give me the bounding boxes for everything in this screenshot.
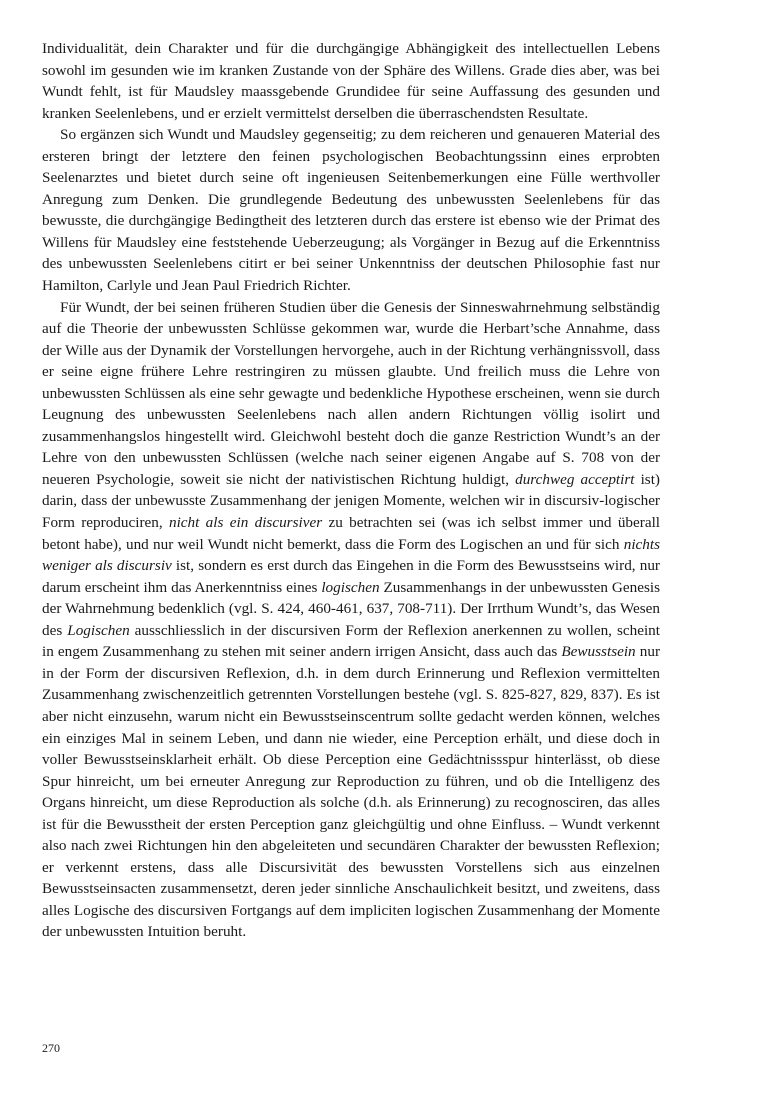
emphasis-bewusstsein: Bewusstsein <box>561 643 636 661</box>
emphasis-durchweg-acceptirt: durchweg acceptirt <box>515 470 635 488</box>
emphasis-logischen-noun: Logischen <box>67 621 130 639</box>
paragraph-2 <box>42 124 660 296</box>
paragraph-1-text: Individualität, dein Charakter und für die durchgängige Abhängigkeit des intellectuellen Lebens sowohl im gesunden wie im kranken Zustande von der Sphäre des Willens. Grade dies aber, was bei Wundt fehlt, ist für Maudsley maassgebende Grundidee für seine Auffassung des gesunden und kranken Seelenlebens, und er erzielt vermittelst derselben die überraschendsten Resultate. <box>42 40 660 122</box>
paragraph-3-text: ist, sondern es erst durch das Eingehen in die Form des Bewusstseins wird, nur darum erscheint ihm das Anerkenntniss eines <box>42 557 660 596</box>
emphasis-logischen: logischen <box>321 578 380 596</box>
paragraph-3-text: zu betrachten sei (was ich selbst immer und überall betont habe), und nur weil Wundt nicht bemerkt, dass die Form des Logischen an und für sich <box>42 514 661 553</box>
paragraph-3-text: nur in der Form der discursiven Reflexion, d.h. in dem durch Erinnerung und Reflexion vermittelten Zusammenhang zwischenzeitlich getrennten Vorstellungen bestehe (vgl. S. 825-827, 829, 837). Es ist aber nicht einzusehn, warum nicht ein Bewusstseinscentrum sollte gedacht werden können, welches ein einziges Mal in seinem Leben, und dann nie wieder, eine Perception erhält, und diese doch in voller Bewusstseinsklarheit erhält. Ob diese Perception eine Gedächtnissspur hinterlässt, ob diese Spur hinreicht, um bei erneuter Anregung zur Reproduction zu führen, und ob die Intelligenz des Organs hinreicht, um diese Reproduction als solche (d.h. als Erinnerung) zu recognosciren, das alles ist für die Bewusstheit der ersten Perception ganz gleichgültig und ohne Einfluss. – Wundt verkennt also nach zwei Richtungen hin den abgeleiteten und secundären Charakter der bewussten Reflexion; er verkennt erstens, dass alle Discursivität des bewussten Vorstellens sich aus einzelnen Bewusstseinsacten zusammensetzt, deren jeder sinnliche Anschaulichkeit besitzt, und zweitens, dass alles Logische des discursiven Fortgangs auf dem impliciten logischen Zusammenhang der Momente der unbewussten Intuition beruht. <box>42 643 661 941</box>
page-number: 270 <box>42 1041 60 1055</box>
body-text <box>42 38 660 943</box>
emphasis-nicht-als-ein-discursiver: nicht als ein discursiver <box>168 514 323 532</box>
paragraph-2-text: So ergänzen sich Wundt und Maudsley gegenseitig; zu dem reicheren und genaueren Material des ersteren bringt der letztere den feinen psychologischen Beobachtungssinn eines erprobten Seelenarztes und bietet durch seine oft ingenieusen Seitenbemerkungen eine Fülle werthvoller Anregung zum Denken. Die grundlegende Bedeutung des unbewussten Seelenlebens für das bewusste, die durchgängige Bedingtheit des letzteren durch das erstere ist ebenso wie der Primat des Willens für Maudsley eine feststehende Ueberzeugung; als Vorgänger in Bezug auf die Erkenntniss des unbewussten Seelenlebens citirt er bei seiner Unkenntniss der deutschen Philosophie fast nur Hamilton, Carlyle und Jean Paul Friedrich Richter. <box>42 126 660 295</box>
paragraph-3-text: Zusammenhangs in der unbewussten Genesis der Wahrnehmung bedenklich (vgl. S. 424, 460-461, 637, 708-711). Der Irrthum Wundt’s, das Wesen des <box>42 578 660 639</box>
paragraph-3-text: Für Wundt, der bei seinen früheren Studien über die Genesis der Sinneswahrnehmung selbständig auf die Theorie der unbewussten Schlüsse gekommen war, wurde die Herbart’sche Annahme, dass der Wille aus der Dynamik der Vorstellungen hervorgehe, auch in der Richtung verhängnissvoll, dass er seine eigne frühere Lehre restringiren zu müssen glaubte. Und freilich muss die Lehre von unbewussten Schlüssen als eine sehr gewagte und bedenkliche Hypothese erscheinen, wenn sie durch Leugnung des unbewussten Seelenlebens nach allen andern Richtungen völlig isolirt und zusammenhangslos hingestellt wird. Gleichwohl besteht doch die ganze Restriction Wundt’s an der Lehre von den unbewussten Schlüssen (welche nach seiner eigenen Angabe auf S. 708 von der neueren Psychologie, soweit sie nicht der nativistischen Richtung huldigt, <box>42 298 660 488</box>
paragraph-1 <box>42 38 660 124</box>
paragraph-3-text: ist) darin, dass der unbewusste Zusammenhang der jenigen Momente, welchen wir in discursiv-logischer Form reproduciren, <box>42 470 660 532</box>
emphasis-nichts-weniger-als-discursiv: nichts weniger als discursiv <box>42 535 660 575</box>
paragraph-3 <box>42 297 660 943</box>
paragraph-3-text: ausschliesslich in der discursiven Form der Reflexion anerkennen zu wollen, scheint in engem Zusammenhang zu stehen mit seiner andern irrigen Ansicht, dass auch das <box>42 621 660 661</box>
